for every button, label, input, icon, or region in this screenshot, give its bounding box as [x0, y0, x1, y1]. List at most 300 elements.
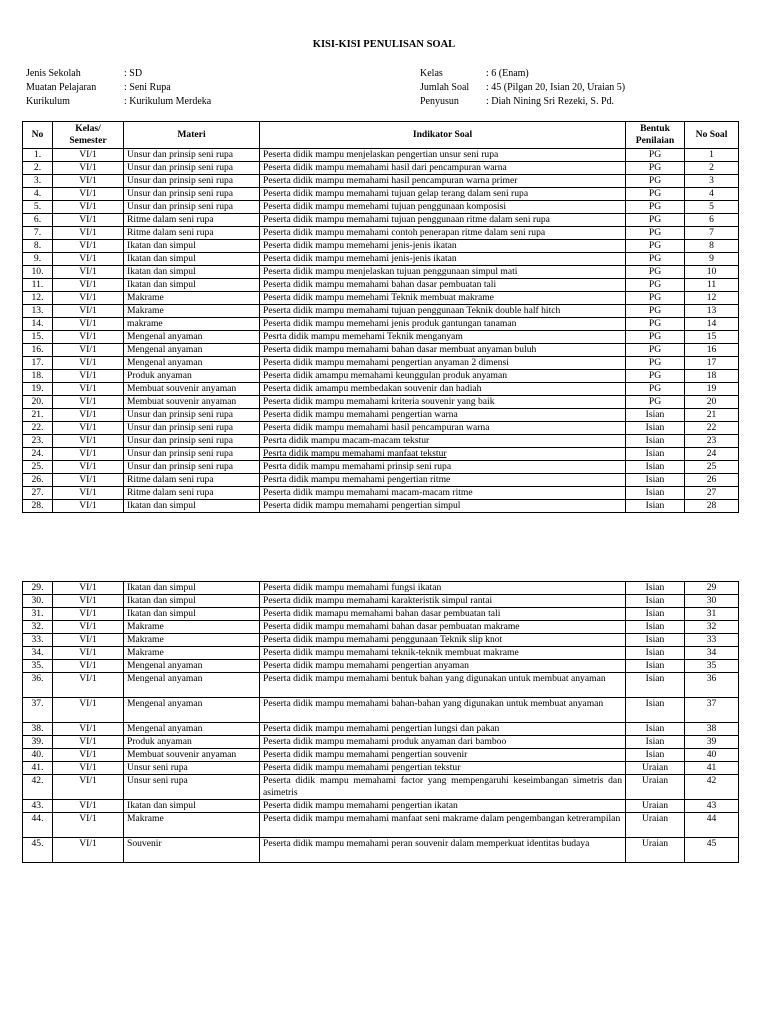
cell-indikator: Peserta didik mampu memahami tujuan gelap terang dalam seni rupa: [260, 188, 626, 201]
cell-indikator: Peserta didik mampu memahami hasil pencampuran warna primer: [260, 175, 626, 188]
cell-kelas: VI/1: [53, 800, 124, 813]
table-row: [23, 188, 739, 201]
header-bentuk-penilaian: [626, 122, 685, 149]
cell-indikator: Peserta didik mampu memahami macam-macam ritme: [260, 487, 626, 500]
cell-no-soal: 8: [685, 240, 739, 253]
cell-no-soal: 40: [685, 749, 739, 762]
cell-indikator: Peserta didik mampu memahami teknik-teknik membuat makrame: [260, 647, 626, 660]
cell-materi: Mengenal anyaman: [124, 331, 260, 344]
cell-no: 33.: [23, 634, 53, 647]
cell-bentuk: Isian: [626, 422, 685, 435]
cell-no-soal: 38: [685, 723, 739, 736]
cell-bentuk: Isian: [626, 736, 685, 749]
cell-materi: Produk anyaman: [124, 370, 260, 383]
cell-kelas: VI/1: [53, 292, 124, 305]
cell-bentuk: Isian: [626, 698, 685, 723]
cell-bentuk: PG: [626, 266, 685, 279]
cell-indikator: Peserta didik mampu memahami bahan-bahan yang digunakan untuk membuat anyaman: [260, 698, 626, 723]
cell-no: 9.: [23, 253, 53, 266]
cell-no-soal: 30: [685, 595, 739, 608]
cell-indikator: Peserta didik mampu memahami manfaat seni makrame dalam pengembangan ketrerampilan: [260, 813, 626, 838]
cell-kelas: VI/1: [53, 660, 124, 673]
cell-materi: Produk anyaman: [124, 736, 260, 749]
cell-no: 29.: [23, 582, 53, 595]
cell-materi: Makrame: [124, 647, 260, 660]
cell-no-soal: 10: [685, 266, 739, 279]
cell-no-soal: 33: [685, 634, 739, 647]
cell-materi: Makrame: [124, 813, 260, 838]
meta-row: [26, 67, 211, 81]
cell-bentuk: PG: [626, 396, 685, 409]
cell-indikator: Peserta didik mampu menjelaskan pengertian unsur seni rupa: [260, 149, 626, 162]
cell-kelas: VI/1: [53, 409, 124, 422]
cell-materi: Ikatan dan simpul: [124, 595, 260, 608]
cell-kelas: VI/1: [53, 749, 124, 762]
cell-bentuk: PG: [626, 175, 685, 188]
table-row: [23, 162, 739, 175]
cell-indikator: Peserta didik mampu memehami Teknik membuat makrame: [260, 292, 626, 305]
cell-indikator: Peserta didik mampu memahami pengertian souvenir: [260, 749, 626, 762]
cell-indikator: Peserta didik mampu memahami factor yang mempengaruhi keseimbangan simetris dan asimetris: [260, 775, 626, 800]
cell-bentuk: PG: [626, 279, 685, 292]
table-row: [23, 279, 739, 292]
cell-materi: Makrame: [124, 305, 260, 318]
cell-no-soal: 12: [685, 292, 739, 305]
cell-no: 17.: [23, 357, 53, 370]
cell-kelas: VI/1: [53, 344, 124, 357]
cell-indikator: Peserta didik mampu memahami pengertian simpul: [260, 500, 626, 513]
cell-kelas: VI/1: [53, 279, 124, 292]
cell-no: 40.: [23, 749, 53, 762]
cell-bentuk: Isian: [626, 660, 685, 673]
table-row: [23, 240, 739, 253]
cell-no-soal: 15: [685, 331, 739, 344]
cell-no-soal: 24: [685, 448, 739, 461]
cell-materi: Ritme dalam seni rupa: [124, 487, 260, 500]
cell-no: 28.: [23, 500, 53, 513]
header-bentuk: Bentuk: [640, 122, 670, 134]
cell-kelas: VI/1: [53, 331, 124, 344]
cell-no: 41.: [23, 762, 53, 775]
cell-no-soal: 26: [685, 474, 739, 487]
cell-materi: Membuat souvenir anyaman: [124, 749, 260, 762]
cell-bentuk: Isian: [626, 595, 685, 608]
cell-indikator: Pesrta didik mampu memehami Teknik menganyam: [260, 331, 626, 344]
cell-bentuk: Isian: [626, 647, 685, 660]
cell-bentuk: Isian: [626, 749, 685, 762]
header-no: No: [23, 122, 53, 149]
meta-left: [26, 67, 211, 109]
cell-indikator: Peserta didik mamapu memahami bahan dasar pembuatan tali: [260, 608, 626, 621]
cell-materi: Souvenir: [124, 838, 260, 863]
cell-bentuk: Isian: [626, 474, 685, 487]
cell-no-soal: 3: [685, 175, 739, 188]
cell-no: 15.: [23, 331, 53, 344]
table-row: [23, 634, 739, 647]
table-row: [23, 621, 739, 634]
table-header-row: [23, 122, 739, 149]
cell-kelas: VI/1: [53, 201, 124, 214]
table-row: [23, 838, 739, 863]
cell-bentuk: PG: [626, 318, 685, 331]
cell-kelas: VI/1: [53, 634, 124, 647]
table-row: [23, 608, 739, 621]
cell-indikator: Peserta didik mampu memahami peran souvenir dalam memperkuat identitas budaya: [260, 838, 626, 863]
cell-no-soal: 42: [685, 775, 739, 800]
cell-indikator: Peserta didik mampu memahami hasil dari pencampuran warna: [260, 162, 626, 175]
cell-no-soal: 11: [685, 279, 739, 292]
cell-kelas: VI/1: [53, 253, 124, 266]
cell-indikator: Peserta didik mampu memahami bentuk bahan yang digunakan untuk membuat anyaman: [260, 673, 626, 698]
table-row: [23, 214, 739, 227]
cell-indikator: Peserta didik mampu menjelaskan tujuan penggunaan simpul mati: [260, 266, 626, 279]
cell-no-soal: 35: [685, 660, 739, 673]
cell-no: 27.: [23, 487, 53, 500]
cell-bentuk: PG: [626, 227, 685, 240]
meta-key: Kelas: [420, 68, 443, 79]
header-no-soal: No Soal: [685, 122, 739, 149]
cell-materi: Ikatan dan simpul: [124, 240, 260, 253]
meta-key: Muatan Pelajaran: [26, 82, 97, 93]
cell-indikator: Peserta didik mampu memehami tujuan penggunaan komposisi: [260, 201, 626, 214]
cell-materi: Makrame: [124, 292, 260, 305]
cell-indikator: Peserta didik mampu memahami bahan dasar membuat anyaman buluh: [260, 344, 626, 357]
cell-no-soal: 28: [685, 500, 739, 513]
kisi-kisi-table-page2: [22, 581, 739, 863]
cell-kelas: VI/1: [53, 736, 124, 749]
cell-indikator: Pesrta didik mampu memahami pengertian ritme: [260, 474, 626, 487]
cell-no-soal: 36: [685, 673, 739, 698]
cell-materi: Unsur dan prinsip seni rupa: [124, 162, 260, 175]
cell-no: 44.: [23, 813, 53, 838]
cell-bentuk: Isian: [626, 448, 685, 461]
cell-no: 38.: [23, 723, 53, 736]
cell-materi: Unsur dan prinsip seni rupa: [124, 448, 260, 461]
cell-bentuk: PG: [626, 253, 685, 266]
cell-materi: Mengenal anyaman: [124, 723, 260, 736]
table-row: [23, 582, 739, 595]
table-row: [23, 383, 739, 396]
cell-indikator: Peserta didik mampu memehami jenis produk gantungan tanaman: [260, 318, 626, 331]
cell-no: 26.: [23, 474, 53, 487]
cell-bentuk: Isian: [626, 500, 685, 513]
cell-kelas: VI/1: [53, 500, 124, 513]
cell-materi: Mengenal anyaman: [124, 660, 260, 673]
cell-no-soal: 14: [685, 318, 739, 331]
cell-indikator: Peserta didik mampu memahami pengertian warna: [260, 409, 626, 422]
cell-materi: Unsur dan prinsip seni rupa: [124, 435, 260, 448]
cell-bentuk: Uraian: [626, 775, 685, 800]
cell-bentuk: PG: [626, 188, 685, 201]
cell-no-soal: 20: [685, 396, 739, 409]
cell-no-soal: 23: [685, 435, 739, 448]
cell-indikator: Peserta didik mampu memahami pengertian ikatan: [260, 800, 626, 813]
document-title: KISI-KISI PENULISAN SOAL: [312, 39, 456, 50]
cell-materi: Unsur dan prinsip seni rupa: [124, 409, 260, 422]
cell-kelas: VI/1: [53, 305, 124, 318]
table-row: [23, 305, 739, 318]
cell-no: 11.: [23, 279, 53, 292]
meta-key: Jenis Sekolah: [26, 68, 81, 79]
cell-bentuk: Isian: [626, 634, 685, 647]
cell-materi: Unsur dan prinsip seni rupa: [124, 461, 260, 474]
cell-kelas: VI/1: [53, 240, 124, 253]
cell-materi: Ikatan dan simpul: [124, 279, 260, 292]
table-row: [23, 266, 739, 279]
table-row: [23, 660, 739, 673]
cell-no: 31.: [23, 608, 53, 621]
cell-indikator: Pesrta didik mampu macam-macam tekstur: [260, 435, 626, 448]
meta-key: Jumlah Soal: [420, 82, 470, 93]
cell-bentuk: PG: [626, 292, 685, 305]
cell-no: 20.: [23, 396, 53, 409]
table-row: [23, 474, 739, 487]
cell-bentuk: Isian: [626, 435, 685, 448]
cell-no-soal: 41: [685, 762, 739, 775]
table-row: [23, 149, 739, 162]
cell-bentuk: Isian: [626, 621, 685, 634]
meta-row: [26, 81, 211, 95]
cell-materi: Unsur seni rupa: [124, 762, 260, 775]
table-row: [23, 762, 739, 775]
cell-no-soal: 22: [685, 422, 739, 435]
cell-indikator: Peserta didik amampu memahami keunggulan produk anyaman: [260, 370, 626, 383]
cell-no-soal: 32: [685, 621, 739, 634]
cell-kelas: VI/1: [53, 595, 124, 608]
cell-materi: Ikatan dan simpul: [124, 800, 260, 813]
cell-kelas: VI/1: [53, 775, 124, 800]
table-row: [23, 698, 739, 723]
meta-row: [420, 81, 625, 95]
table-row: [23, 775, 739, 800]
cell-no: 42.: [23, 775, 53, 800]
cell-kelas: VI/1: [53, 318, 124, 331]
cell-indikator: Peserta didik mampu memahami pengertian anyaman: [260, 660, 626, 673]
cell-no-soal: 6: [685, 214, 739, 227]
cell-kelas: VI/1: [53, 838, 124, 863]
cell-kelas: VI/1: [53, 383, 124, 396]
cell-materi: Ritme dalam seni rupa: [124, 214, 260, 227]
cell-indikator: Peserta didik mampu memahami hasil pencampuran warna: [260, 422, 626, 435]
cell-kelas: VI/1: [53, 448, 124, 461]
meta-value: : Diah Nining Sri Rezeki, S. Pd.: [486, 96, 615, 107]
table-row: [23, 175, 739, 188]
cell-indikator: Peserta didik mampu memahami contoh penerapan ritme dalam seni rupa: [260, 227, 626, 240]
cell-no: 37.: [23, 698, 53, 723]
meta-row: [26, 95, 211, 109]
cell-no: 13.: [23, 305, 53, 318]
cell-bentuk: Uraian: [626, 762, 685, 775]
cell-materi: Ritme dalam seni rupa: [124, 474, 260, 487]
cell-kelas: VI/1: [53, 813, 124, 838]
cell-no: 32.: [23, 621, 53, 634]
table-row: [23, 435, 739, 448]
cell-indikator: Peserta didik mampu memahami pengertian lungsi dan pakan: [260, 723, 626, 736]
cell-no-soal: 2: [685, 162, 739, 175]
cell-kelas: VI/1: [53, 422, 124, 435]
cell-bentuk: Isian: [626, 461, 685, 474]
cell-indikator: Peserta didik mampu memehami jenis-jenis ikatan: [260, 240, 626, 253]
table-row: [23, 448, 739, 461]
cell-materi: Ikatan dan simpul: [124, 253, 260, 266]
cell-no: 21.: [23, 409, 53, 422]
cell-no: 4.: [23, 188, 53, 201]
meta-right: [420, 67, 625, 109]
cell-no: 24.: [23, 448, 53, 461]
cell-no-soal: 18: [685, 370, 739, 383]
cell-no-soal: 13: [685, 305, 739, 318]
cell-indikator: Peserta didik mampu memahami fungsi ikatan: [260, 582, 626, 595]
cell-indikator: Peserta didik mampu memehami jenis-jenis ikatan: [260, 253, 626, 266]
cell-no: 3.: [23, 175, 53, 188]
cell-materi: Unsur dan prinsip seni rupa: [124, 422, 260, 435]
cell-indikator: Pesrta didik mampu memahami prinsip seni rupa: [260, 461, 626, 474]
cell-no-soal: 7: [685, 227, 739, 240]
kisi-kisi-table-page1: [22, 121, 739, 513]
cell-materi: Mengenal anyaman: [124, 698, 260, 723]
table-row: [23, 422, 739, 435]
cell-indikator: Peserta didik mampu memahami karakteristik simpul rantai: [260, 595, 626, 608]
table-row: [23, 409, 739, 422]
cell-indikator: Peserta didik mampu memahami tujuan penggunaan Teknik double half hitch: [260, 305, 626, 318]
cell-no-soal: 19: [685, 383, 739, 396]
cell-indikator: Peserta didik mampu memahami kriteria souvenir yang baik: [260, 396, 626, 409]
cell-bentuk: PG: [626, 344, 685, 357]
table-row: [23, 500, 739, 513]
cell-bentuk: Uraian: [626, 838, 685, 863]
cell-no: 7.: [23, 227, 53, 240]
cell-materi: makrame: [124, 318, 260, 331]
cell-materi: Unsur dan prinsip seni rupa: [124, 149, 260, 162]
cell-kelas: VI/1: [53, 673, 124, 698]
cell-bentuk: PG: [626, 149, 685, 162]
cell-no: 6.: [23, 214, 53, 227]
table-row: [23, 201, 739, 214]
table-row: [23, 595, 739, 608]
cell-bentuk: PG: [626, 162, 685, 175]
header-penilaian: Penilaian: [635, 135, 675, 146]
meta-key: Kurikulum: [26, 96, 70, 107]
cell-kelas: VI/1: [53, 357, 124, 370]
cell-materi: Ikatan dan simpul: [124, 608, 260, 621]
cell-bentuk: PG: [626, 357, 685, 370]
table-row: [23, 647, 739, 660]
cell-no: 25.: [23, 461, 53, 474]
meta-value: : Seni Rupa: [124, 82, 171, 93]
cell-materi: Unsur seni rupa: [124, 775, 260, 800]
cell-no-soal: 9: [685, 253, 739, 266]
cell-no: 34.: [23, 647, 53, 660]
cell-materi: Mengenal anyaman: [124, 344, 260, 357]
cell-materi: Membuat souvenir anyaman: [124, 383, 260, 396]
cell-no: 36.: [23, 673, 53, 698]
cell-kelas: VI/1: [53, 227, 124, 240]
cell-no-soal: 29: [685, 582, 739, 595]
cell-no-soal: 31: [685, 608, 739, 621]
cell-no: 14.: [23, 318, 53, 331]
table-row: [23, 723, 739, 736]
cell-no: 1.: [23, 149, 53, 162]
cell-bentuk: PG: [626, 214, 685, 227]
header-kelas-semester: [53, 122, 124, 149]
meta-row: [420, 95, 625, 109]
cell-no: 10.: [23, 266, 53, 279]
cell-kelas: VI/1: [53, 175, 124, 188]
cell-kelas: VI/1: [53, 474, 124, 487]
cell-indikator: Peserta didik mampu memahami bahan dasar pembuatan makrame: [260, 621, 626, 634]
cell-bentuk: Isian: [626, 582, 685, 595]
cell-no-soal: 21: [685, 409, 739, 422]
cell-no: 18.: [23, 370, 53, 383]
table-row: [23, 487, 739, 500]
cell-no: 2.: [23, 162, 53, 175]
cell-bentuk: Isian: [626, 409, 685, 422]
cell-indikator: Peserta didik amampu membedakan souvenir dan hadiah: [260, 383, 626, 396]
cell-kelas: VI/1: [53, 149, 124, 162]
cell-no-soal: 43: [685, 800, 739, 813]
cell-kelas: VI/1: [53, 698, 124, 723]
cell-no: 19.: [23, 383, 53, 396]
cell-materi: Unsur dan prinsip seni rupa: [124, 175, 260, 188]
cell-bentuk: Isian: [626, 487, 685, 500]
meta-value: : 6 (Enam): [486, 68, 529, 79]
cell-bentuk: PG: [626, 305, 685, 318]
cell-no-soal: 16: [685, 344, 739, 357]
cell-bentuk: PG: [626, 383, 685, 396]
cell-indikator: Peserta didik mampu memahami tujuan penggunaan ritme dalam seni rupa: [260, 214, 626, 227]
cell-kelas: VI/1: [53, 435, 124, 448]
cell-no: 45.: [23, 838, 53, 863]
cell-kelas: VI/1: [53, 608, 124, 621]
cell-indikator: Peserta didik mampu memahami penggunaan Teknik slip knot: [260, 634, 626, 647]
cell-indikator: Peserta didik mampu memahami pengertian tekstur: [260, 762, 626, 775]
cell-bentuk: Uraian: [626, 813, 685, 838]
cell-no: 43.: [23, 800, 53, 813]
cell-no: 5.: [23, 201, 53, 214]
cell-materi: Makrame: [124, 634, 260, 647]
table-row: [23, 227, 739, 240]
cell-bentuk: Isian: [626, 723, 685, 736]
cell-no: 12.: [23, 292, 53, 305]
table-row: [23, 800, 739, 813]
table-row: [23, 344, 739, 357]
table-row: [23, 736, 739, 749]
cell-no-soal: 44: [685, 813, 739, 838]
cell-no-soal: 45: [685, 838, 739, 863]
cell-bentuk: PG: [626, 240, 685, 253]
cell-materi: Unsur dan prinsip seni rupa: [124, 188, 260, 201]
table-row: [23, 318, 739, 331]
cell-materi: Ikatan dan simpul: [124, 266, 260, 279]
cell-no-soal: 5: [685, 201, 739, 214]
cell-indikator: Peserta didik mampu memahami pengertian anyaman 2 dimensi: [260, 357, 626, 370]
cell-materi: Ikatan dan simpul: [124, 500, 260, 513]
cell-no-soal: 17: [685, 357, 739, 370]
cell-materi: Ikatan dan simpul: [124, 582, 260, 595]
cell-no-soal: 37: [685, 698, 739, 723]
cell-materi: Mengenal anyaman: [124, 673, 260, 698]
meta-key: Penyusun: [420, 96, 459, 107]
cell-no-soal: 25: [685, 461, 739, 474]
table-row: [23, 253, 739, 266]
cell-materi: Ritme dalam seni rupa: [124, 227, 260, 240]
meta-value: : SD: [124, 68, 143, 79]
cell-bentuk: Isian: [626, 608, 685, 621]
cell-no-soal: 34: [685, 647, 739, 660]
cell-kelas: VI/1: [53, 266, 124, 279]
cell-materi: Unsur dan prinsip seni rupa: [124, 201, 260, 214]
table-row: [23, 370, 739, 383]
